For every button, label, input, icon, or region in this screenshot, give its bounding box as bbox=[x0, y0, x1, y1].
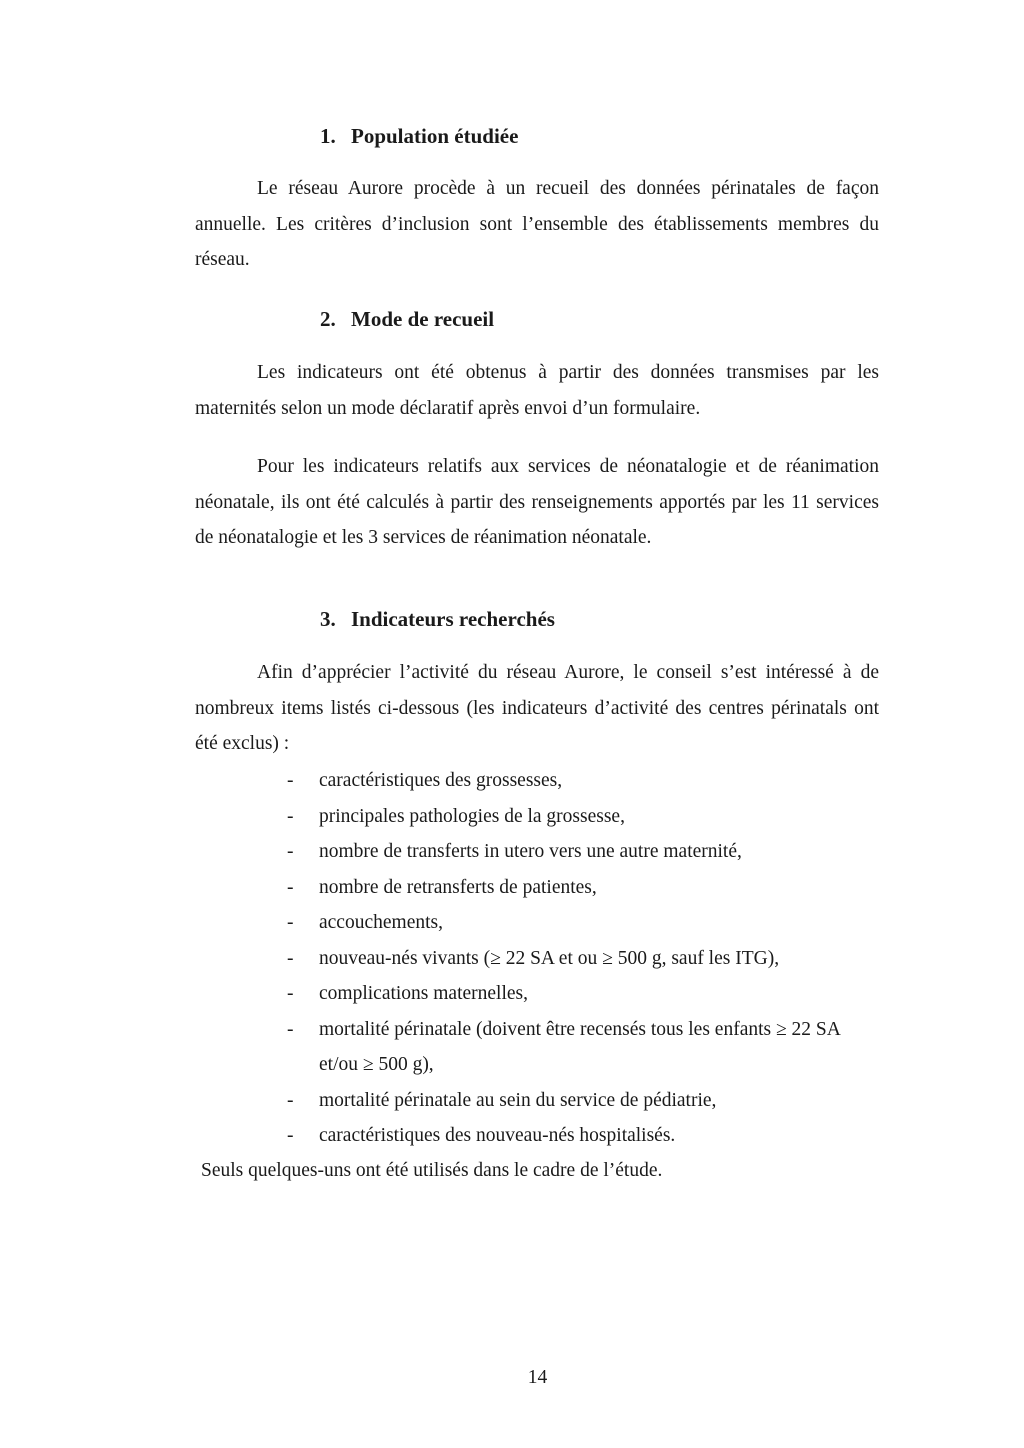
indicator-list bbox=[287, 763, 887, 1154]
list-item-text: mortalité périnatale (doivent être recensés tous les enfants ≥ 22 SA et/ou ≥ 500 g), bbox=[319, 1018, 840, 1075]
list-item bbox=[287, 870, 887, 906]
paragraph-text: Afin d’apprécier l’activité du réseau Aurore, le conseil s’est intéressé à de nombreux items listés ci-dessous (les indicateurs d’activité des centres périnatals ont été exclus) : bbox=[195, 662, 879, 754]
list-item-text: complications maternelles, bbox=[319, 983, 529, 1004]
section-heading-indicateurs bbox=[320, 606, 555, 632]
paragraph-text: Les indicateurs ont été obtenus à partir des données transmises par les maternités selon un mode déclaratif après envoi d’un formulaire. bbox=[195, 362, 879, 419]
section-title: Population étudiée bbox=[351, 124, 519, 148]
page-number: 14 bbox=[527, 1367, 548, 1388]
section-heading-mode-recueil bbox=[320, 306, 494, 332]
list-dash: - bbox=[287, 912, 294, 933]
list-item bbox=[287, 1083, 887, 1119]
section-heading-population bbox=[320, 123, 518, 149]
list-item-text: nombre de transferts in utero vers une autre maternité, bbox=[319, 841, 742, 862]
list-item bbox=[287, 905, 887, 941]
paragraph-text: Pour les indicateurs relatifs aux services de néonatalogie et de réanimation néonatale, ils ont été calculés à partir des renseignements apportés par les 11 services de néonatalogie et les 3 services de réanimation néonatale. bbox=[195, 456, 879, 548]
list-dash: - bbox=[287, 1018, 294, 1040]
list-item-text: caractéristiques des nouveau-nés hospitalisés. bbox=[319, 1125, 676, 1146]
list-item bbox=[287, 763, 887, 799]
list-dash: - bbox=[287, 805, 294, 827]
list-item bbox=[287, 941, 887, 977]
section-number: 1. bbox=[320, 124, 336, 148]
list-item bbox=[287, 1118, 887, 1154]
list-item bbox=[287, 834, 887, 870]
list-dash: - bbox=[287, 1089, 294, 1111]
list-dash: - bbox=[287, 876, 294, 898]
paragraph-text: Le réseau Aurore procède à un recueil des données périnatales de façon annuelle. Les critères d’inclusion sont l’ensemble des établissements membres du réseau. bbox=[195, 178, 879, 270]
section-title: Indicateurs recherchés bbox=[351, 607, 555, 631]
list-dash: - bbox=[287, 841, 294, 862]
list-dash: - bbox=[287, 947, 294, 969]
closing-sentence: Seuls quelques-uns ont été utilisés dans le cadre de l’étude. bbox=[201, 1160, 663, 1181]
list-item-text: nombre de retransferts de patientes, bbox=[319, 876, 597, 898]
list-item-text: nouveau-nés vivants (≥ 22 SA et ou ≥ 500 g, sauf les ITG), bbox=[319, 947, 780, 969]
list-item bbox=[287, 799, 887, 835]
paragraph-activite-reseau bbox=[195, 655, 879, 762]
paragraph-neonatalogie bbox=[195, 449, 879, 556]
section-number: 2. bbox=[320, 307, 336, 331]
list-item-text: mortalité périnatale au sein du service de pédiatrie, bbox=[319, 1089, 717, 1111]
paragraph-indicateurs-obtenus bbox=[195, 355, 879, 426]
list-dash: - bbox=[287, 770, 294, 791]
section-number: 3. bbox=[320, 607, 336, 631]
list-dash: - bbox=[287, 1125, 294, 1146]
list-item-text: accouchements, bbox=[319, 912, 443, 933]
list-dash: - bbox=[287, 983, 294, 1004]
list-item bbox=[287, 1012, 877, 1083]
list-item-text: principales pathologies de la grossesse, bbox=[319, 805, 625, 827]
list-item bbox=[287, 976, 887, 1012]
paragraph-population bbox=[195, 171, 879, 278]
list-item-text: caractéristiques des grossesses, bbox=[319, 770, 563, 791]
section-title: Mode de recueil bbox=[351, 307, 495, 331]
